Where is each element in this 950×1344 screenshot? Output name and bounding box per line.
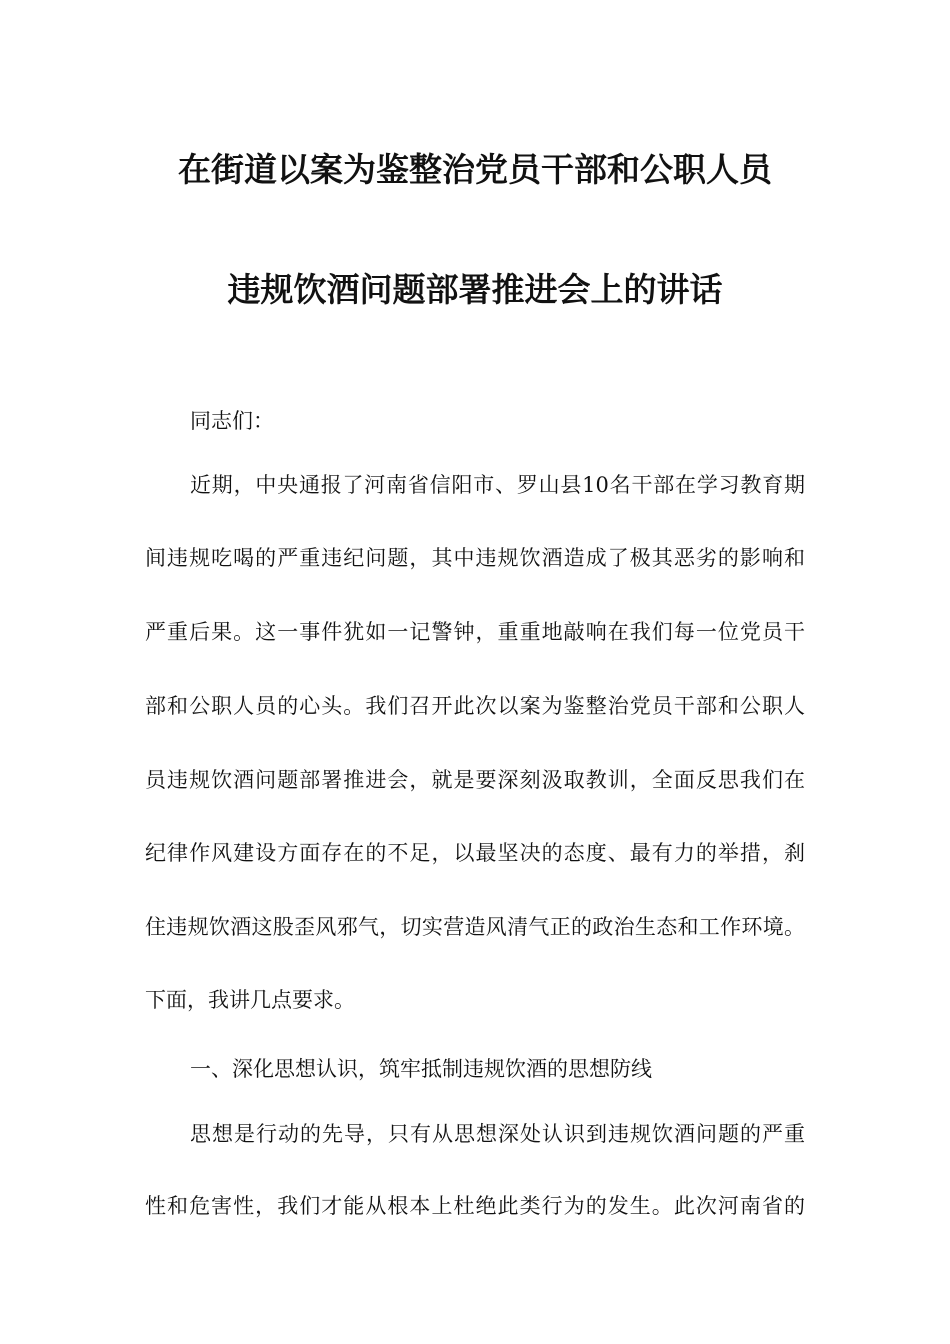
body-line: 思想是行动的先导，只有从思想深处认识到违规饮酒问题的严重 bbox=[190, 1122, 805, 1146]
document-title-line-1: 在街道以案为鉴整治党员干部和公职人员 bbox=[178, 150, 772, 189]
section-heading: 一、深化思想认识，筑牢抵制违规饮酒的思想防线 bbox=[190, 1057, 652, 1081]
body-line: 部和公职人员的心头。我们召开此次以案为鉴整治党员干部和公职人 bbox=[145, 694, 805, 718]
body-line: 间违规吃喝的严重违纪问题，其中违规饮酒造成了极其恶劣的影响和 bbox=[145, 546, 805, 570]
body-line: 严重后果。这一事件犹如一记警钟，重重地敲响在我们每一位党员干 bbox=[145, 620, 805, 644]
body-line: 近期，中央通报了河南省信阳市、罗山县10名干部在学习教育期 bbox=[190, 473, 805, 497]
body-line: 住违规饮酒这股歪风邪气，切实营造风清气正的政治生态和工作环境。 bbox=[145, 915, 805, 939]
body-line: 性和危害性，我们才能从根本上杜绝此类行为的发生。此次河南省的 bbox=[145, 1194, 805, 1218]
body-line: 纪律作风建设方面存在的不足，以最坚决的态度、最有力的举措，刹 bbox=[145, 841, 805, 865]
salutation: 同志们： bbox=[190, 409, 274, 433]
document-title-line-2: 违规饮酒问题部署推进会上的讲话 bbox=[227, 270, 723, 309]
body-line: 下面，我讲几点要求。 bbox=[145, 988, 355, 1012]
body-line: 员违规饮酒问题部署推进会，就是要深刻汲取教训，全面反思我们在 bbox=[145, 768, 805, 792]
